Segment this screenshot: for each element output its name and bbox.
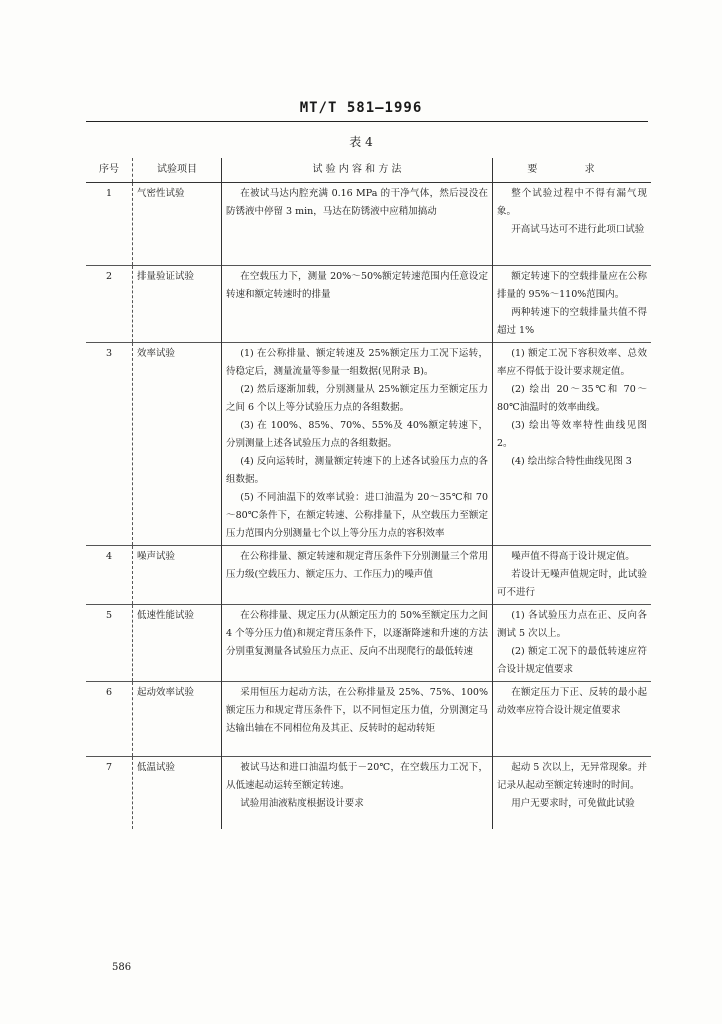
table-row [86,266,651,343]
col-header-no: 序号 [86,158,133,183]
table-row [86,605,651,682]
method-line: 试验用油液粘度根据设计要求 [240,798,364,809]
test-item: 气密性试验 [133,183,222,266]
requirement-line: (2) 绘出 20～35℃和 70～80℃油温时的效率曲线。 [497,384,647,413]
requirement-line: (2) 额定工况下的最低转速应符合设计规定值要求 [497,646,647,675]
row-number: 5 [86,605,133,682]
test-method [222,343,493,546]
row-number: 3 [86,343,133,546]
requirement-line: (3) 绘出等效率特性曲线见图 2。 [497,420,647,449]
table-row [86,757,651,830]
test-requirements [493,757,652,830]
test-requirements [493,682,652,757]
method-line: 采用恒压力起动方法，在公称排量及 25%、75%、100%额定压力和规定背压条件下，以不同恒定压力值，分别测定马达输出轴在不同相位角及其正、反转时的起动转矩 [226,687,488,734]
method-line: 被试马达和进口油温均低于－20℃，在空载压力工况下，从低速起动运转至额定转速。 [226,762,488,791]
requirement-line: 整个试验过程中不得有漏气现象。 [497,188,647,217]
standard-code: MT/T 581—1996 [299,100,423,116]
col-header-item: 试验项目 [133,158,222,183]
table-row [86,183,651,266]
requirement-line: (1) 额定工况下容积效率、总效率应不得低于设计要求规定值。 [497,348,647,377]
test-spec-table [86,158,651,829]
test-requirements [493,266,652,343]
test-requirements [493,605,652,682]
method-line: (1) 在公称排量、额定转速及 25%额定压力工况下运转，待稳定后，测量流量等参量一组数据(见附录 B)。 [226,348,488,377]
test-requirements [493,546,652,605]
test-requirements [493,183,652,266]
test-item: 低温试验 [133,757,222,830]
method-line: 在空载压力下，测量 20%～50%额定转速范围内任意设定转速和额定转速时的排量 [226,271,488,300]
row-number: 1 [105,188,113,199]
method-line: (3) 在 100%、85%、70%、55%及 40%额定转速下，分别测量上述各试验压力点的各组数据。 [226,420,488,449]
test-item: 噪声试验 [133,546,222,605]
method-line: (2) 然后逐渐加载，分别测量从 25%额定压力至额定压力之间 6 个以上等分试验压力点的各组数据。 [226,384,488,413]
test-item: 排量验证试验 [133,266,222,343]
test-method [222,605,493,682]
requirement-line: 两种转速下的空载排量共值不得超过 1% [497,307,647,336]
page-number: 586 [112,962,132,973]
test-item: 效率试验 [133,343,222,546]
requirement-line: 开高试马达可不进行此项口试验 [511,224,645,235]
test-method [222,546,493,605]
method-line: (4) 反向运转时，测量额定转速下的上述各试验压力点的各组数据。 [226,456,488,485]
requirement-line: 额定转速下的空载排量应在公称排量的 95%～110%范围内。 [497,271,647,300]
table-caption: 表 4 [349,135,373,149]
test-method [222,183,493,266]
requirement-line: (1) 各试验压力点在正、反向各测试 5 次以上。 [497,610,647,639]
table-header-row [86,158,651,183]
test-method [222,682,493,757]
method-line: 在被试马达内腔充满 0.16 MPa 的干净气体，然后浸没在防锈液中停留 3 min，马达在防锈液中应稍加搞动 [226,188,488,217]
header-rule [86,121,648,122]
row-number: 4 [86,546,133,605]
test-item: 起动效率试验 [133,682,222,757]
requirement-line: 起动 5 次以上，无异常现象。并记录从起动至额定转速时的时间。 [497,762,647,791]
test-requirements [493,343,652,546]
requirement-line: (4) 绘出综合特性曲线见图 3 [511,456,632,467]
test-item: 低速性能试验 [133,605,222,682]
requirement-line: 在额定压力下正、反转的最小起动效率应符合设计规定值要求 [497,687,647,716]
method-line: 在公称排量、额定转速和规定背压条件下分别测量三个常用压力级(空载压力、额定压力、工作压力)的噪声值 [226,551,488,580]
requirement-line: 若设计无噪声值规定时，此试验可不进行 [497,569,647,598]
requirement-line: 噪声值不得高于设计规定值。 [511,551,635,562]
row-number: 7 [86,757,133,830]
row-number: 6 [86,682,133,757]
col-header-method: 试 验 内 容 和 方 法 [222,158,493,183]
table-row [86,682,651,757]
test-method [222,266,493,343]
method-line: 在公称排量、规定压力(从额定压力的 50%至额定压力之间 4 个等分压力值)和规定背压条件下，以逐渐降速和升速的方法分别重复测量各试验压力点正、反向不出现爬行的最低转速 [226,610,488,657]
method-line: (5) 不同油温下的效率试验：进口油温为 20～35℃和 70～80℃条件下，在额定转速、公称排量下，从空载压力至额定压力范围内分别测量七个以上等分压力点的容积效率 [226,492,488,539]
table-row [86,343,651,546]
table-row [86,546,651,605]
test-method [222,757,493,830]
row-number: 2 [86,266,133,343]
requirement-line: 用户无要求时，可免做此试验 [511,798,635,809]
col-header-requirements: 要 求 [493,158,652,183]
